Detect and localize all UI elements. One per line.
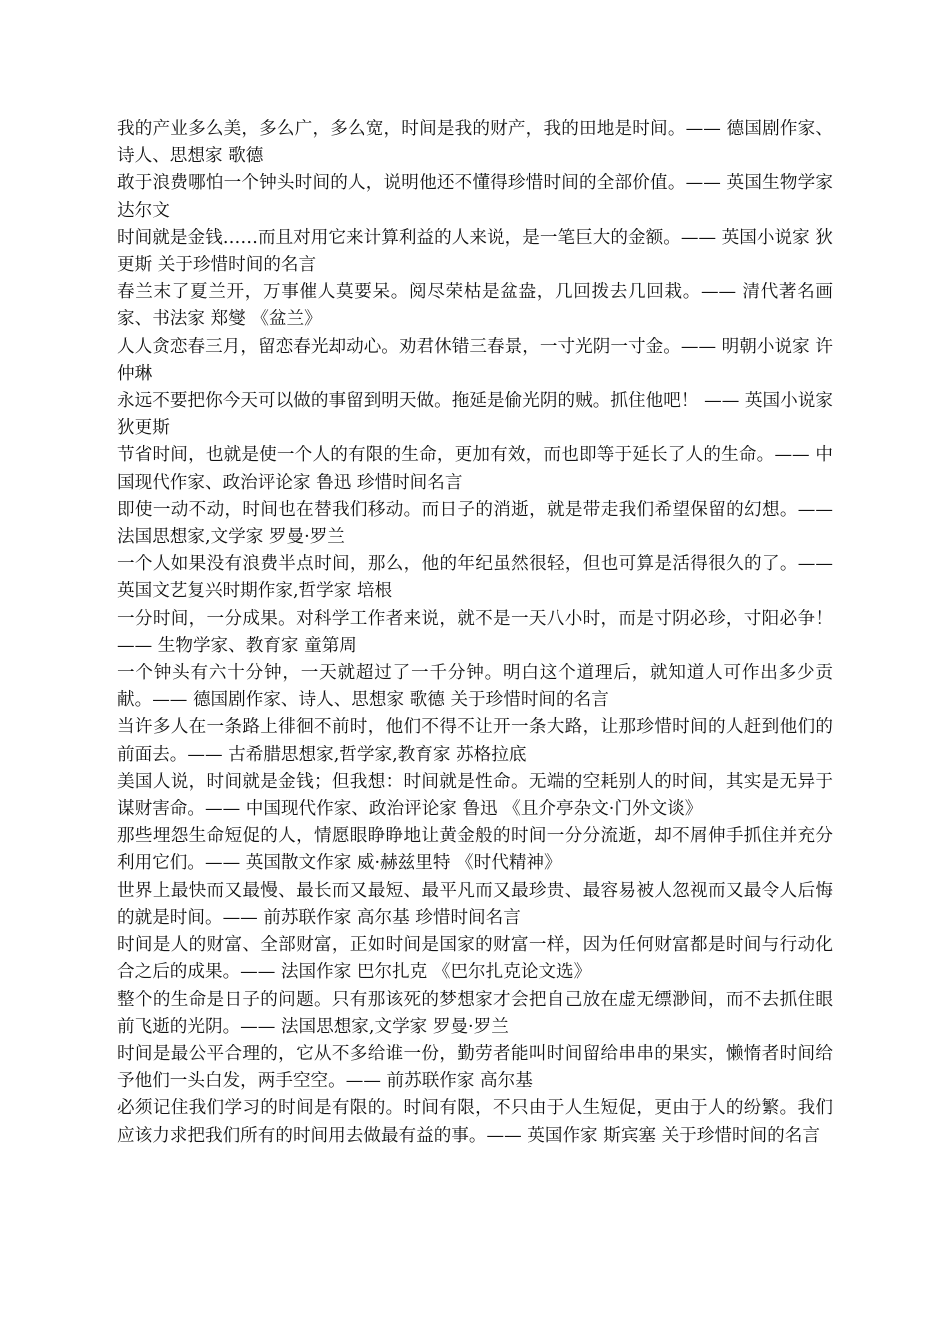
quote-paragraph-12: 当许多人在一条路上徘徊不前时，他们不得不让开一条大路，让那珍惜时间的人赶到他们的前面去。—— 古希腊思想家,哲学家,教育家 苏格拉底 bbox=[117, 717, 833, 765]
quote-paragraph-7: 节省时间，也就是使一个人的有限的生命，更加有效，而也即等于延长了人的生命。—— 中国现代作家、政治评论家 鲁迅 珍惜时间名言 bbox=[117, 445, 833, 493]
document-page bbox=[117, 116, 833, 1150]
quote-paragraph-8: 即使一动不动，时间也在替我们移动。而日子的消逝，就是带走我们希望保留的幻想。—— 法国思想家,文学家 罗曼·罗兰 bbox=[117, 499, 833, 548]
quote-paragraph-17: 整个的生命是日子的问题。只有那该死的梦想家才会把自己放在虚无缥渺间，而不去抓住眼前飞逝的光阴。—— 法国思想家,文学家 罗曼·罗兰 bbox=[117, 989, 833, 1037]
quote-paragraph-1: 我的产业多么美，多么广，多么宽，时间是我的财产，我的田地是时间。—— 德国剧作家、诗人、思想家 歌德 bbox=[117, 119, 833, 167]
quote-paragraph-16: 时间是人的财富、全部财富，正如时间是国家的财富一样，因为任何财富都是时间与行动化合之后的成果。—— 法国作家 巴尔扎克 《巴尔扎克论文选》 bbox=[117, 935, 833, 983]
quote-paragraph-19: 必须记住我们学习的时间是有限的。时间有限，不只由于人生短促，更由于人的纷繁。我们应该力求把我们所有的时间用去做最有益的事。—— 英国作家 斯宾塞 关于珍惜时间的名言 bbox=[117, 1098, 833, 1146]
quote-paragraph-10: 一分时间，一分成果。对科学工作者来说，就不是一天八小时，而是寸阴必珍，寸阳必争！ —— 生物学家、教育家 童第周 bbox=[117, 608, 833, 656]
quote-paragraph-2: 敢于浪费哪怕一个钟头时间的人，说明他还不懂得珍惜时间的全部价值。—— 英国生物学家 达尔文 bbox=[117, 173, 833, 221]
quote-paragraph-18: 时间是最公平合理的，它从不多给谁一份，勤劳者能叫时间留给串串的果实，懒惰者时间给予他们一头白发，两手空空。—— 前苏联作家 高尔基 bbox=[117, 1043, 833, 1092]
quote-paragraph-11: 一个钟头有六十分钟，一天就超过了一千分钟。明白这个道理后，就知道人可作出多少贡献。—— 德国剧作家、诗人、思想家 歌德 关于珍惜时间的名言 bbox=[117, 663, 833, 711]
quote-paragraph-6: 永远不要把你今天可以做的事留到明天做。拖延是偷光阴的贼。抓住他吧！ —— 英国小说家 狄更斯 bbox=[117, 391, 833, 439]
quote-paragraph-9: 一个人如果没有浪费半点时间，那么，他的年纪虽然很轻，但也可算是活得很久的了。—— 英国文艺复兴时期作家,哲学家 培根 bbox=[117, 554, 833, 602]
quote-paragraph-5: 人人贪恋春三月，留恋春光却动心。劝君休错三春景，一寸光阴一寸金。—— 明朝小说家 许仲琳 bbox=[117, 336, 833, 384]
quote-paragraph-4: 春兰末了夏兰开，万事催人莫要呆。阅尽荣枯是盆盎，几回拨去几回栽。—— 清代著名画家、书法家 郑燮 《盆兰》 bbox=[117, 282, 833, 330]
quote-paragraph-3: 时间就是金钱……而且对用它来计算利益的人来说，是一笔巨大的金额。—— 英国小说家 狄更斯 关于珍惜时间的名言 bbox=[117, 227, 833, 276]
quote-paragraph-14: 那些埋怨生命短促的人，情愿眼睁睁地让黄金般的时间一分分流逝，却不屑伸手抓住并充分利用它们。—— 英国散文作家 威·赫兹里特 《时代精神》 bbox=[117, 826, 833, 874]
quote-paragraph-13: 美国人说，时间就是金钱；但我想：时间就是性命。无端的空耗别人的时间，其实是无异于谋财害命。—— 中国现代作家、政治评论家 鲁迅 《且介亭杂文·门外文谈》 bbox=[117, 771, 833, 820]
quote-paragraph-15: 世界上最快而又最慢、最长而又最短、最平凡而又最珍贵、最容易被人忽视而又最令人后悔的就是时间。—— 前苏联作家 高尔基 珍惜时间名言 bbox=[117, 880, 833, 928]
